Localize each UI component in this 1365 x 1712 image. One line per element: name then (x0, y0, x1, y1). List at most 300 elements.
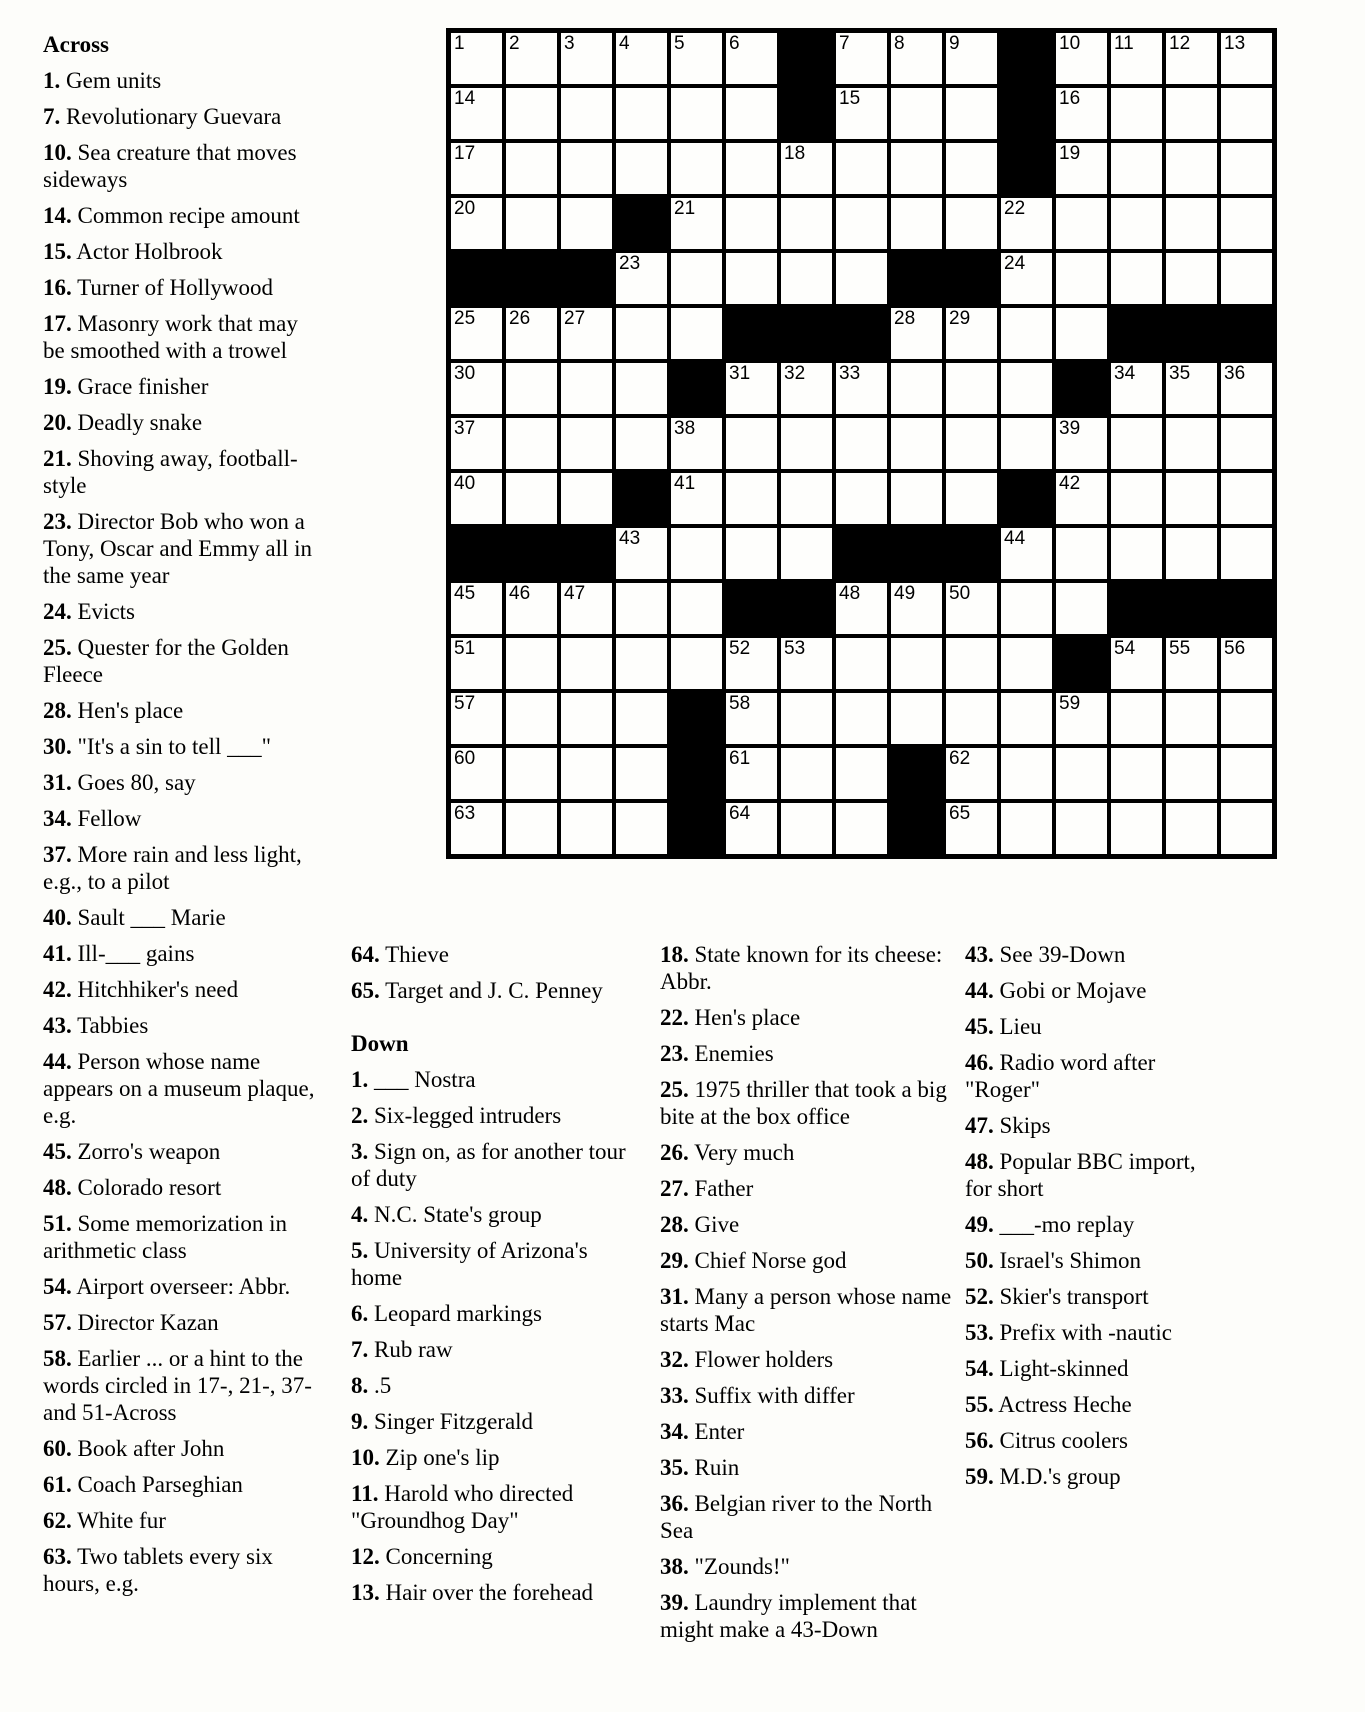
clue-text: Earlier ... or a hint to the words circled in 17-, 21-, 37- and 51-Across (43, 1346, 312, 1425)
grid-cell-r9c5[interactable] (671, 473, 722, 524)
grid-cell-r12c5[interactable] (671, 638, 722, 689)
clue-text: "It's a sin to tell ___" (71, 734, 271, 759)
grid-cell-r13c6[interactable] (726, 693, 777, 744)
grid-cell-r5c15[interactable] (1221, 253, 1272, 304)
clue-down-38 (660, 1553, 962, 1580)
clue-across-23 (43, 508, 315, 589)
clue-text: Light-skinned (993, 1356, 1129, 1381)
cell-number: 1 (454, 33, 465, 54)
grid-cell-r8c3[interactable] (561, 418, 612, 469)
grid-cell-r8c11[interactable] (1001, 418, 1052, 469)
grid-cell-r10c15[interactable] (1221, 528, 1272, 579)
grid-cell-r7c1[interactable] (451, 363, 502, 414)
grid-cell-r4c1[interactable] (451, 198, 502, 249)
grid-cell-r15c14[interactable] (1166, 803, 1217, 854)
clue-number: 45. (965, 1014, 994, 1039)
grid-cell-r8c6[interactable] (726, 418, 777, 469)
grid-cell-r8c4[interactable] (616, 418, 667, 469)
clue-down-6 (351, 1300, 637, 1327)
grid-cell-r3c15[interactable] (1221, 143, 1272, 194)
grid-cell-r14c13[interactable] (1111, 748, 1162, 799)
grid-cell-r15c1[interactable] (451, 803, 502, 854)
clue-text: Book after John (71, 1436, 225, 1461)
clue-text: Hitchhiker's need (71, 977, 239, 1002)
clue-number: 25. (660, 1077, 689, 1102)
cell-number: 48 (839, 583, 861, 604)
clue-across-14 (43, 202, 315, 229)
grid-cell-r9c15[interactable] (1221, 473, 1272, 524)
clue-text: N.C. State's group (368, 1202, 542, 1227)
grid-cell-r11c2[interactable] (506, 583, 557, 634)
grid-cell-r10c5[interactable] (671, 528, 722, 579)
grid-cell-r1c6[interactable] (726, 33, 777, 84)
clue-across-19 (43, 373, 315, 400)
grid-cell-r3c2[interactable] (506, 143, 557, 194)
clue-down-11 (351, 1480, 637, 1534)
grid-cell-r5c11[interactable] (1001, 253, 1052, 304)
grid-cell-r11c11[interactable] (1001, 583, 1052, 634)
grid-cell-r9c3[interactable] (561, 473, 612, 524)
clue-text: More rain and less light, e.g., to a pilot (43, 842, 302, 894)
grid-cell-r6c5[interactable] (671, 308, 722, 359)
clue-text: Six-legged intruders (368, 1103, 562, 1128)
grid-cell-r12c9[interactable] (891, 638, 942, 689)
grid-cell-r5c14[interactable] (1166, 253, 1217, 304)
grid-cell-r9c2[interactable] (506, 473, 557, 524)
clue-text: Hen's place (688, 1005, 801, 1030)
grid-cell-r8c2[interactable] (506, 418, 557, 469)
clue-number: 63. (43, 1544, 72, 1569)
grid-cell-r4c11[interactable] (1001, 198, 1052, 249)
grid-cell-r4c14[interactable] (1166, 198, 1217, 249)
grid-cell-r4c5[interactable] (671, 198, 722, 249)
cell-number: 65 (949, 803, 971, 824)
grid-cell-r6c3[interactable] (561, 308, 612, 359)
grid-cell-r15c10[interactable] (946, 803, 997, 854)
grid-cell-black-r6c8 (836, 308, 887, 359)
clue-number: 46. (965, 1050, 994, 1075)
clue-text: Citrus coolers (993, 1428, 1128, 1453)
grid-cell-r9c14[interactable] (1166, 473, 1217, 524)
clue-text: Actress Heche (993, 1392, 1132, 1417)
grid-cell-r3c6[interactable] (726, 143, 777, 194)
cell-number: 6 (729, 33, 740, 54)
clue-number: 51. (43, 1211, 72, 1236)
grid-cell-r13c8[interactable] (836, 693, 887, 744)
clue-number: 33. (660, 1383, 689, 1408)
grid-cell-r3c4[interactable] (616, 143, 667, 194)
cell-number: 3 (564, 33, 575, 54)
grid-cell-r5c4[interactable] (616, 253, 667, 304)
grid-cell-r11c5[interactable] (671, 583, 722, 634)
grid-cell-r8c1[interactable] (451, 418, 502, 469)
cell-number: 17 (454, 143, 476, 164)
grid-cell-r12c11[interactable] (1001, 638, 1052, 689)
grid-cell-r15c3[interactable] (561, 803, 612, 854)
grid-cell-r8c10[interactable] (946, 418, 997, 469)
grid-cell-r14c10[interactable] (946, 748, 997, 799)
cell-number: 10 (1059, 33, 1081, 54)
grid-cell-r13c1[interactable] (451, 693, 502, 744)
grid-cell-r3c9[interactable] (891, 143, 942, 194)
clue-text: Laundry implement that might make a 43-Down (660, 1590, 917, 1642)
grid-cell-r8c13[interactable] (1111, 418, 1162, 469)
grid-cell-r15c11[interactable] (1001, 803, 1052, 854)
grid-cell-black-r9c11 (1001, 473, 1052, 524)
grid-cell-r14c6[interactable] (726, 748, 777, 799)
grid-cell-r1c10[interactable] (946, 33, 997, 84)
grid-cell-r14c1[interactable] (451, 748, 502, 799)
clue-number: 19. (43, 374, 72, 399)
cell-number: 61 (729, 748, 751, 769)
clue-text: Shoving away, football-style (43, 446, 298, 498)
cell-number: 51 (454, 638, 476, 659)
grid-cell-r12c10[interactable] (946, 638, 997, 689)
cell-number: 12 (1169, 33, 1191, 54)
grid-cell-r2c10[interactable] (946, 88, 997, 139)
clue-number: 34. (660, 1419, 689, 1444)
grid-cell-r2c15[interactable] (1221, 88, 1272, 139)
clue-down-13 (351, 1579, 637, 1606)
grid-cell-r8c7[interactable] (781, 418, 832, 469)
clue-across-54 (43, 1273, 315, 1300)
grid-cell-r4c2[interactable] (506, 198, 557, 249)
grid-cell-r3c7[interactable] (781, 143, 832, 194)
clue-across-60 (43, 1435, 315, 1462)
grid-cell-r14c11[interactable] (1001, 748, 1052, 799)
grid-cell-r13c15[interactable] (1221, 693, 1272, 744)
grid-cell-r3c1[interactable] (451, 143, 502, 194)
grid-cell-r9c9[interactable] (891, 473, 942, 524)
clue-text: Ruin (688, 1455, 740, 1480)
clue-down-18 (660, 941, 962, 995)
grid-cell-r14c14[interactable] (1166, 748, 1217, 799)
clue-number: 56. (965, 1428, 994, 1453)
grid-cell-r9c12[interactable] (1056, 473, 1107, 524)
grid-cell-r13c3[interactable] (561, 693, 612, 744)
grid-cell-r4c10[interactable] (946, 198, 997, 249)
clue-across-64 (351, 941, 637, 968)
grid-cell-r10c11[interactable] (1001, 528, 1052, 579)
across-clues-64-65 (351, 941, 637, 1004)
grid-cell-r12c1[interactable] (451, 638, 502, 689)
grid-cell-r14c12[interactable] (1056, 748, 1107, 799)
clue-text: Director Kazan (71, 1310, 219, 1335)
grid-cell-r13c4[interactable] (616, 693, 667, 744)
clue-number: 60. (43, 1436, 72, 1461)
grid-cell-r8c14[interactable] (1166, 418, 1217, 469)
grid-cell-r1c14[interactable] (1166, 33, 1217, 84)
grid-cell-r7c9[interactable] (891, 363, 942, 414)
grid-cell-r9c13[interactable] (1111, 473, 1162, 524)
cell-number: 19 (1059, 143, 1081, 164)
grid-cell-r4c13[interactable] (1111, 198, 1162, 249)
grid-cell-r6c1[interactable] (451, 308, 502, 359)
grid-cell-r6c10[interactable] (946, 308, 997, 359)
clue-across-21 (43, 445, 315, 499)
grid-cell-r2c5[interactable] (671, 88, 722, 139)
grid-cell-r10c4[interactable] (616, 528, 667, 579)
clue-text: Tabbies (71, 1013, 149, 1038)
grid-cell-r13c7[interactable] (781, 693, 832, 744)
clue-number: 21. (43, 446, 72, 471)
clue-text: Sign on, as for another tour of duty (351, 1139, 626, 1191)
grid-cell-r1c12[interactable] (1056, 33, 1107, 84)
grid-cell-r4c9[interactable] (891, 198, 942, 249)
grid-cell-r9c1[interactable] (451, 473, 502, 524)
clue-down-4 (351, 1201, 637, 1228)
grid-cell-r3c14[interactable] (1166, 143, 1217, 194)
grid-cell-r6c9[interactable] (891, 308, 942, 359)
grid-cell-r1c1[interactable] (451, 33, 502, 84)
grid-cell-black-r7c5 (671, 363, 722, 414)
grid-cell-r4c7[interactable] (781, 198, 832, 249)
grid-cell-r15c13[interactable] (1111, 803, 1162, 854)
grid-cell-r12c7[interactable] (781, 638, 832, 689)
grid-cell-r5c8[interactable] (836, 253, 887, 304)
grid-cell-r2c12[interactable] (1056, 88, 1107, 139)
clue-across-15 (43, 238, 315, 265)
clue-down-29 (660, 1247, 962, 1274)
cell-number: 47 (564, 583, 586, 604)
clue-across-41 (43, 940, 315, 967)
grid-cell-r13c13[interactable] (1111, 693, 1162, 744)
grid-cell-r7c14[interactable] (1166, 363, 1217, 414)
clue-number: 31. (43, 770, 72, 795)
grid-cell-r1c5[interactable] (671, 33, 722, 84)
cell-number: 46 (509, 583, 531, 604)
clue-number: 55. (965, 1392, 994, 1417)
grid-cell-r11c10[interactable] (946, 583, 997, 634)
grid-cell-r2c9[interactable] (891, 88, 942, 139)
grid-cell-r5c5[interactable] (671, 253, 722, 304)
cell-number: 16 (1059, 88, 1081, 109)
clue-text: Sea creature that moves sideways (43, 140, 297, 192)
cell-number: 8 (894, 33, 905, 54)
grid-cell-r12c14[interactable] (1166, 638, 1217, 689)
grid-cell-r7c3[interactable] (561, 363, 612, 414)
clue-number: 1. (43, 68, 61, 93)
grid-cell-r15c6[interactable] (726, 803, 777, 854)
grid-cell-r15c8[interactable] (836, 803, 887, 854)
grid-cell-r2c3[interactable] (561, 88, 612, 139)
grid-cell-r15c12[interactable] (1056, 803, 1107, 854)
grid-cell-r7c6[interactable] (726, 363, 777, 414)
grid-cell-r7c11[interactable] (1001, 363, 1052, 414)
grid-cell-r8c12[interactable] (1056, 418, 1107, 469)
clue-text: Skips (993, 1113, 1051, 1138)
grid-cell-r6c12[interactable] (1056, 308, 1107, 359)
clue-text: Sault ___ Marie (71, 905, 226, 930)
grid-cell-r5c7[interactable] (781, 253, 832, 304)
grid-cell-r8c15[interactable] (1221, 418, 1272, 469)
clue-number: 57. (43, 1310, 72, 1335)
grid-cell-r3c5[interactable] (671, 143, 722, 194)
grid-cell-r3c3[interactable] (561, 143, 612, 194)
clue-down-43 (965, 941, 1227, 968)
clue-text: Fellow (71, 806, 142, 831)
grid-cell-r15c2[interactable] (506, 803, 557, 854)
grid-cell-r7c10[interactable] (946, 363, 997, 414)
grid-cell-r5c13[interactable] (1111, 253, 1162, 304)
clue-number: 24. (43, 599, 72, 624)
grid-cell-r1c4[interactable] (616, 33, 667, 84)
grid-cell-r12c6[interactable] (726, 638, 777, 689)
clue-down-12 (351, 1543, 637, 1570)
clue-text: Target and J. C. Penney (379, 978, 603, 1003)
grid-cell-r4c15[interactable] (1221, 198, 1272, 249)
grid-cell-r1c15[interactable] (1221, 33, 1272, 84)
grid-cell-r1c8[interactable] (836, 33, 887, 84)
grid-cell-r2c6[interactable] (726, 88, 777, 139)
grid-cell-r11c9[interactable] (891, 583, 942, 634)
grid-cell-r12c8[interactable] (836, 638, 887, 689)
grid-cell-r7c15[interactable] (1221, 363, 1272, 414)
grid-cell-r12c3[interactable] (561, 638, 612, 689)
clue-text: Coach Parseghian (71, 1472, 243, 1497)
grid-cell-r14c7[interactable] (781, 748, 832, 799)
grid-cell-r2c2[interactable] (506, 88, 557, 139)
grid-cell-r9c7[interactable] (781, 473, 832, 524)
grid-cell-r2c13[interactable] (1111, 88, 1162, 139)
cell-number: 35 (1169, 363, 1191, 384)
clue-text: Rub raw (368, 1337, 453, 1362)
grid-cell-r9c6[interactable] (726, 473, 777, 524)
grid-cell-r9c8[interactable] (836, 473, 887, 524)
grid-cell-r1c2[interactable] (506, 33, 557, 84)
clue-across-28 (43, 697, 315, 724)
clue-number: 12. (351, 1544, 380, 1569)
grid-cell-r10c12[interactable] (1056, 528, 1107, 579)
grid-cell-r14c8[interactable] (836, 748, 887, 799)
grid-cell-r13c14[interactable] (1166, 693, 1217, 744)
grid-cell-r1c3[interactable] (561, 33, 612, 84)
grid-cell-r2c14[interactable] (1166, 88, 1217, 139)
grid-cell-r10c14[interactable] (1166, 528, 1217, 579)
clue-across-61 (43, 1471, 315, 1498)
grid-cell-r4c8[interactable] (836, 198, 887, 249)
crossword-grid (446, 28, 1277, 859)
grid-cell-r13c10[interactable] (946, 693, 997, 744)
grid-cell-r9c10[interactable] (946, 473, 997, 524)
clue-down-34 (660, 1418, 962, 1445)
grid-cell-r14c2[interactable] (506, 748, 557, 799)
clue-text: Masonry work that may be smoothed with a trowel (43, 311, 298, 363)
grid-cell-r3c10[interactable] (946, 143, 997, 194)
grid-cell-r14c3[interactable] (561, 748, 612, 799)
grid-cell-r8c8[interactable] (836, 418, 887, 469)
grid-cell-r11c8[interactable] (836, 583, 887, 634)
clue-text: University of Arizona's home (351, 1238, 588, 1290)
grid-cell-r1c13[interactable] (1111, 33, 1162, 84)
clue-text: Evicts (71, 599, 135, 624)
grid-cell-r13c2[interactable] (506, 693, 557, 744)
clue-text: Gobi or Mojave (993, 978, 1147, 1003)
grid-cell-r7c13[interactable] (1111, 363, 1162, 414)
grid-cell-r4c6[interactable] (726, 198, 777, 249)
grid-cell-r10c7[interactable] (781, 528, 832, 579)
grid-cell-r4c12[interactable] (1056, 198, 1107, 249)
clue-number: 61. (43, 1472, 72, 1497)
grid-cell-r14c15[interactable] (1221, 748, 1272, 799)
grid-cell-r5c6[interactable] (726, 253, 777, 304)
clue-down-35 (660, 1454, 962, 1481)
grid-cell-r8c9[interactable] (891, 418, 942, 469)
grid-cell-r7c4[interactable] (616, 363, 667, 414)
clue-number: 38. (660, 1554, 689, 1579)
clue-number: 32. (660, 1347, 689, 1372)
grid-cell-r11c4[interactable] (616, 583, 667, 634)
grid-cell-r15c4[interactable] (616, 803, 667, 854)
grid-cell-black-r6c7 (781, 308, 832, 359)
grid-cell-r10c13[interactable] (1111, 528, 1162, 579)
clue-number: 27. (660, 1176, 689, 1201)
grid-cell-r13c9[interactable] (891, 693, 942, 744)
clue-number: 62. (43, 1508, 72, 1533)
grid-cell-black-r11c6 (726, 583, 777, 634)
clue-text: Radio word after "Roger" (965, 1050, 1156, 1102)
grid-cell-r14c4[interactable] (616, 748, 667, 799)
grid-cell-r10c6[interactable] (726, 528, 777, 579)
grid-cell-r12c13[interactable] (1111, 638, 1162, 689)
grid-cell-r15c15[interactable] (1221, 803, 1272, 854)
grid-cell-r1c9[interactable] (891, 33, 942, 84)
grid-cell-black-r15c9 (891, 803, 942, 854)
grid-cell-r11c1[interactable] (451, 583, 502, 634)
clue-across-43 (43, 1012, 315, 1039)
grid-cell-r7c8[interactable] (836, 363, 887, 414)
grid-cell-r12c4[interactable] (616, 638, 667, 689)
grid-cell-r2c4[interactable] (616, 88, 667, 139)
grid-cell-r15c7[interactable] (781, 803, 832, 854)
grid-cell-r6c2[interactable] (506, 308, 557, 359)
grid-cell-black-r11c15 (1221, 583, 1272, 634)
grid-cell-r12c15[interactable] (1221, 638, 1272, 689)
grid-cell-r7c2[interactable] (506, 363, 557, 414)
clue-text: Zip one's lip (379, 1445, 500, 1470)
clue-text: Flower holders (688, 1347, 834, 1372)
grid-cell-r7c7[interactable] (781, 363, 832, 414)
grid-cell-r3c12[interactable] (1056, 143, 1107, 194)
grid-cell-r2c1[interactable] (451, 88, 502, 139)
clue-text: Give (688, 1212, 740, 1237)
cell-number: 23 (619, 253, 641, 274)
grid-cell-r3c8[interactable] (836, 143, 887, 194)
grid-cell-r6c4[interactable] (616, 308, 667, 359)
clue-number: 6. (351, 1301, 369, 1326)
clue-number: 11. (351, 1481, 379, 1506)
grid-cell-r11c12[interactable] (1056, 583, 1107, 634)
grid-cell-r4c3[interactable] (561, 198, 612, 249)
grid-cell-black-r7c12 (1056, 363, 1107, 414)
grid-cell-r13c12[interactable] (1056, 693, 1107, 744)
clue-number: 2. (351, 1103, 369, 1128)
clue-down-9 (351, 1408, 637, 1435)
clue-across-48 (43, 1174, 315, 1201)
grid-cell-r2c8[interactable] (836, 88, 887, 139)
grid-cell-r5c12[interactable] (1056, 253, 1107, 304)
down-clues-18-39 (660, 941, 962, 1643)
grid-cell-r11c3[interactable] (561, 583, 612, 634)
grid-cell-r3c13[interactable] (1111, 143, 1162, 194)
grid-cell-r12c2[interactable] (506, 638, 557, 689)
grid-cell-r6c11[interactable] (1001, 308, 1052, 359)
grid-cell-r13c11[interactable] (1001, 693, 1052, 744)
grid-cell-r8c5[interactable] (671, 418, 722, 469)
clue-text: Thieve (379, 942, 449, 967)
cell-number: 43 (619, 528, 641, 549)
clue-text: Deadly snake (71, 410, 203, 435)
